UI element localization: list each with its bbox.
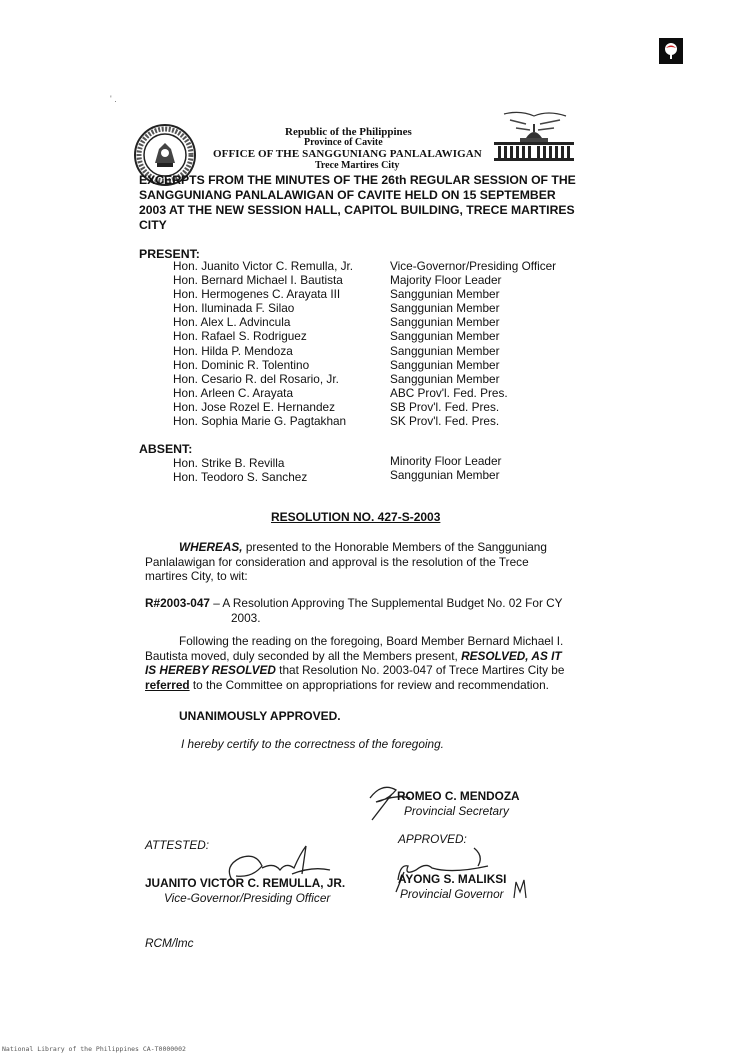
title-line: EXCERPTS FROM THE MINUTES OF THE 26th REGULAR SESSION OF THE	[139, 173, 576, 187]
whereas-text: presented to the Honorable Members of the Sangguniang	[242, 540, 547, 554]
member-name: Hon. Hilda P. Mendoza	[173, 343, 293, 358]
member-name: Hon. Alex L. Advincula	[173, 315, 291, 330]
following-text: to the Committee on appropriations for review and recommendation.	[189, 677, 549, 692]
reference-initials: RCM/lmc	[145, 936, 194, 950]
scan-footer: National Library of the Philippines CA-T0000002	[2, 1045, 186, 1053]
resolution-text: 2003.	[231, 610, 261, 625]
absent-roles	[390, 454, 501, 482]
governor-name: AYONG S. MALIKSI	[398, 872, 507, 886]
referred-keyword: referred	[145, 677, 190, 692]
header-office: OFFICE OF THE SANGGUNIANG PANLALAWIGAN	[213, 148, 482, 160]
whereas-paragraph	[145, 540, 585, 584]
absent-names	[173, 456, 307, 484]
title-line: 2003 AT THE NEW SESSION HALL, CAPITOL BUILDING, TRECE MARTIRES	[139, 203, 575, 217]
member-name: Hon. Teodoro S. Sanchez	[173, 470, 308, 485]
member-role: Sanggunian Member	[390, 468, 500, 483]
member-role: ABC Prov'l. Fed. Pres.	[390, 385, 508, 400]
member-name: Hon. Strike B. Revilla	[173, 456, 285, 470]
member-role: Sanggunian Member	[390, 315, 500, 330]
whereas-text: Panlalawigan for consideration and approval is the resolution of the Trece	[145, 554, 529, 569]
whereas-text: martires City, to wit:	[145, 569, 248, 584]
member-name: Hon. Arleen C. Arayata	[173, 385, 294, 400]
header-province: Province of Cavite	[304, 137, 383, 148]
following-text: Bautista moved, duly seconded by all the Members present,	[145, 648, 462, 663]
member-role: SK Prov'l. Fed. Pres.	[390, 414, 500, 429]
approved-label: APPROVED:	[398, 832, 467, 846]
following-text: Following the reading on the foregoing, Board Member Bernard Michael I.	[179, 634, 564, 648]
following-paragraph	[145, 634, 605, 692]
member-role: Sanggunian Member	[390, 329, 500, 344]
member-name: Hon. Juanito Victor C. Remulla, Jr.	[173, 259, 354, 273]
initial-mark	[512, 878, 528, 900]
member-role: Sanggunian Member	[390, 357, 500, 372]
capitol-building-icon	[490, 108, 578, 166]
member-name: Hon. Cesario R. del Rosario, Jr.	[173, 371, 339, 386]
secretary-title: Provincial Secretary	[404, 804, 509, 818]
resolution-title: RESOLUTION NO. 427-S-2003	[271, 510, 441, 524]
present-roles	[390, 259, 556, 428]
resolved-keyword: IS HEREBY RESOLVED	[145, 663, 276, 678]
title-line: SANGGUNIANG PANLALAWIGAN OF CAVITE HELD ON 15 SEPTEMBER	[139, 188, 556, 202]
header-city: Trece Martires City	[315, 160, 400, 171]
member-name: Hon. Jose Rozel E. Hernandez	[173, 399, 335, 414]
whereas-keyword: WHEREAS,	[179, 540, 243, 554]
member-name: Hon. Dominic R. Tolentino	[173, 357, 310, 372]
member-name: Hon. Sophia Marie G. Pagtakhan	[173, 414, 347, 429]
present-label: PRESENT:	[139, 247, 200, 261]
title-line: CITY	[139, 218, 167, 232]
scan-speck: ' .	[110, 94, 117, 104]
absent-label: ABSENT:	[139, 442, 193, 456]
header-republic: Republic of the Philippines	[285, 126, 412, 138]
secretary-name: ROMEO C. MENDOZA	[397, 789, 520, 803]
attested-label: ATTESTED:	[145, 838, 210, 852]
present-names	[173, 259, 353, 428]
member-role: Majority Floor Leader	[390, 273, 502, 288]
following-text: that Resolution No. 2003-047 of Trece Martires City be	[275, 663, 565, 678]
member-name: Hon. Rafael S. Rodriguez	[173, 329, 307, 344]
member-role: SB Prov'l. Fed. Pres.	[390, 399, 500, 414]
unanimously-approved: UNANIMOUSLY APPROVED.	[179, 709, 341, 723]
member-name: Hon. Hermogenes C. Arayata III	[173, 287, 341, 302]
governor-title: Provincial Governor	[400, 887, 504, 901]
member-role: Minority Floor Leader	[390, 454, 502, 468]
vice-governor-title: Vice-Governor/Presiding Officer	[164, 891, 331, 905]
resolved-keyword: RESOLVED, AS IT	[461, 648, 562, 663]
member-role: Vice-Governor/Presiding Officer	[390, 259, 557, 273]
resolution-number: R#2003-047	[145, 596, 210, 610]
member-role: Sanggunian Member	[390, 287, 500, 302]
document-title	[139, 173, 579, 233]
corner-emblem-icon	[659, 38, 683, 64]
member-name: Hon. Iluminada F. Silao	[173, 301, 295, 316]
vice-governor-name: JUANITO VICTOR C. REMULLA, JR.	[145, 876, 346, 890]
member-role: Sanggunian Member	[390, 343, 500, 358]
resolution-text: – A Resolution Approving The Supplemental Budget No. 02 For CY	[209, 596, 563, 610]
member-name: Hon. Bernard Michael I. Bautista	[173, 273, 343, 288]
certification-statement: I hereby certify to the correctness of the foregoing.	[181, 737, 444, 751]
member-role: Sanggunian Member	[390, 371, 500, 386]
resolution-item	[145, 596, 595, 625]
member-role: Sanggunian Member	[390, 301, 500, 316]
